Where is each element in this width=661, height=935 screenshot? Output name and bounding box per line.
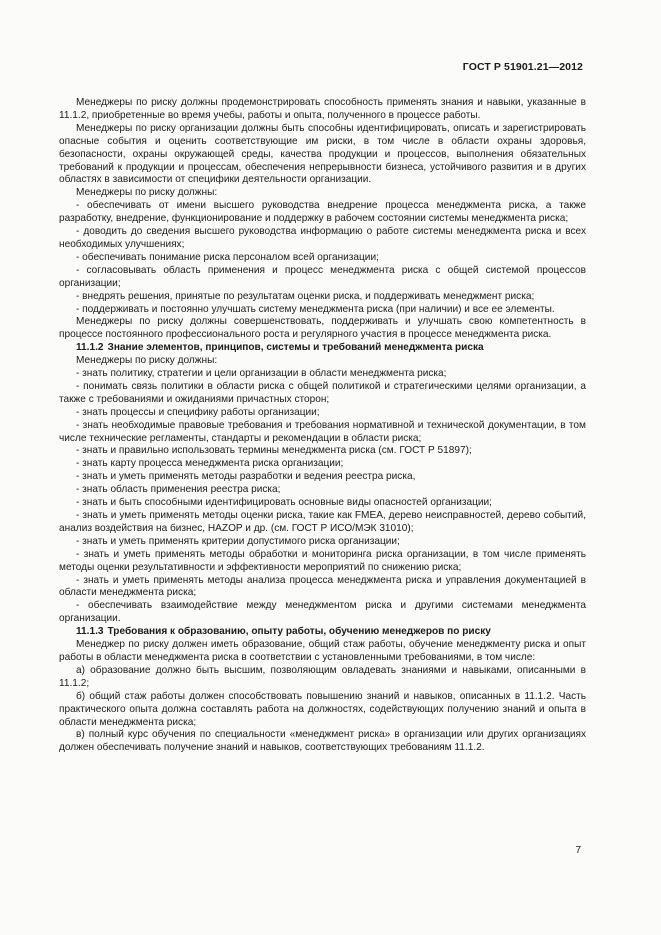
paragraph: Менеджеры по риску должны совершенствовать, поддерживать и улучшать свою компетентность в процессе постоянного профессионального роста и регулярного участия в процессе менеджмента риска. (59, 316, 586, 341)
list-item: - обеспечивать взаимодействие между менеджментом риска и другими системами менеджмента организации. (59, 600, 586, 625)
list-item: - обеспечивать от имени высшего руководства внедрение процесса менеджмента риска, а также разработку, внедрение, функционирование и поддержку в рабочем состоянии системы менеджмента риска; (59, 200, 586, 225)
paragraph: Менеджеры по риску должны: (76, 355, 218, 367)
paragraph: Менеджеры по риску должны: (76, 187, 218, 199)
list-item: - обеспечивать понимание риска персоналом всей организации; (76, 251, 379, 263)
list-item: - знать необходимые правовые требования и требования нормативной и технической документации, в том числе технические регламенты, стандарты и рекомендации в области риска; (59, 419, 586, 444)
section-heading (59, 342, 586, 355)
section-number: 11.1.3 (76, 626, 104, 638)
list-item: - знать и быть способными идентифицировать основные виды опасностей организации; (76, 497, 492, 509)
list-item: - поддерживать и постоянно улучшать систему менеджмента риска (при наличии) и все ее элементы. (76, 303, 555, 315)
list-item: - знать процессы и специфику работы организации; (76, 406, 320, 418)
list-item: - согласовывать область применения и процесс менеджмента риска с общей системой процессов организации; (59, 264, 586, 289)
page-number: 7 (575, 845, 581, 856)
list-item: - знать политику, стратегии и цели организации в области менеджмента риска; (76, 368, 447, 380)
list-item: - доводить до сведения высшего руководства информацию о работе системы менеджмента риска и всех необходимых улучшениях; (59, 226, 586, 250)
list-item: - знать и правильно использовать термины менеджмента риска (см. ГОСТ Р 51897); (76, 445, 472, 457)
list-item: - знать и уметь применять критерии допустимого риска организации; (76, 535, 400, 547)
list-item: - знать и уметь применять методы обработки и мониторинга риска организации, в том числе применять методы оценки результативности и эффективности мероприятий по снижению риска; (59, 548, 586, 573)
document-body (59, 97, 586, 755)
list-item: - внедрять решения, принятые по результатам оценки риска, и поддерживать менеджмент риска; (76, 290, 535, 302)
paragraph: Менеджер по риску должен иметь образование, общий стаж работы, обучение менеджменту риска и опыт работы в области менеджмента риска в соответствии с установленными требованиями, в том числе: (59, 639, 586, 663)
paragraph: Менеджеры по риску организации должны быть способны идентифицировать, описать и зарегистрировать опасные события и оценить соответствующие им риски, в том числе в области охраны здоровья, безопасности, охраны окружающей среды, качества продукции и процессов, выполнения обязательных требований к продукции и процессам, обеспечения непрерывности бизнеса, устойчивого развития и в других областях в зависимости от специфики деятельности организации. (59, 122, 586, 186)
enumerated-item: б) общий стаж работы должен способствовать повышению знаний и навыков, описанных в 11.1.2. Часть практического опыта должна составлять работа на должностях, содействующих получению знаний и опыта в области менеджмента риска; (59, 690, 586, 728)
enumerated-item: в) полный курс обучения по специальности «менеджмент риска» в организации или других организациях должен обеспечивать получение знаний и навыков, соответствующих требованиям 11.1.2. (59, 729, 586, 754)
list-item: - понимать связь политики в области риска с общей политикой и стратегическими целями организации, а также с требованиями и ожиданиями причастных сторон; (59, 380, 586, 405)
list-item: - знать и уметь применять методы анализа процесса менеджмента риска и управления документацией в области менеджмента риска; (59, 574, 586, 599)
document-code: ГОСТ Р 51901.21—2012 (462, 61, 583, 73)
paragraph: Менеджеры по риску должны продемонстрировать способность применять знания и навыки, указанные в 11.1.2, приобретенные во время учебы, работы и опыта, полученного в процессе работы. (59, 97, 586, 121)
list-item: - знать и уметь применять методы оценки риска, такие как FMEA, дерево неисправностей, дерево событий, анализ воздействия на бизнес, HAZOP и др. (см. ГОСТ Р ИСО/МЭК 31010); (59, 510, 586, 534)
enumerated-item: а) образование должно быть высшим, позволяющим овладевать знаниями и навыками, описанными в 11.1.2; (59, 664, 586, 689)
list-item: - знать карту процесса менеджмента риска организации; (76, 458, 344, 470)
section-heading (59, 626, 586, 639)
section-number: 11.1.2 (76, 342, 104, 354)
list-item: - знать область применения реестра риска; (76, 484, 281, 496)
section-title: Знание элементов, принципов, системы и требований менеджмента риска (107, 342, 484, 354)
section-title: Требования к образованию, опыту работы, обучению менеджеров по риску (107, 626, 491, 638)
list-item: - знать и уметь применять методы разработки и ведения реестра риска, (76, 471, 416, 483)
